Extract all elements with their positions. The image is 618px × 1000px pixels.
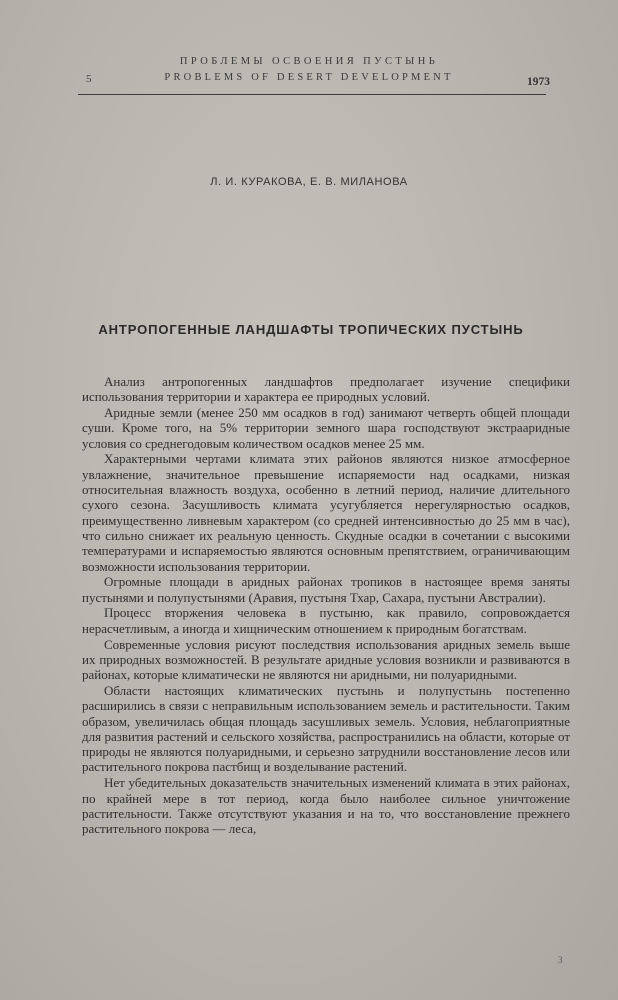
article-title: АНТРОПОГЕННЫЕ ЛАНДШАФТЫ ТРОПИЧЕСКИХ ПУСТЫНЬ: [98, 322, 524, 337]
paragraph: Процесс вторжения человека в пустыню, как правило, сопровождается нерасчетливым, а иногда и хищническим отношением к природным богатствам.: [82, 605, 570, 636]
paragraph: Области настоящих климатических пустынь и полупустынь постепенно расширились в связи с неправильным использованием земель и растительности. Таким образом, увеличилась общая площадь засушливых земель. Условия, неблагоприятные для развития растений и сельского хозяйства, распространились на области, которые от природы не являются полуаридными, и серьезно затруднили восстановление лесов или растительного покрова пастбищ и возделывание растений.: [82, 682, 570, 775]
paragraph: Нет убедительных доказательств значительных изменений климата в этих районах, по крайней мере в тот период, когда было наиболее сильное уничтожение растительности. Также отсутствуют указания и на то, что восстановление прежнего растительного покрова — леса,: [82, 775, 570, 837]
paragraph: Аридные земли (менее 250 мм осадков в год) занимают четверть общей площади суши. Кроме того, на 5% территории земного шара господствуют экстрааридные условия со среднегодовым количеством осадков менее 25 мм.: [82, 405, 570, 451]
journal-title-russian: ПРОБЛЕМЫ ОСВОЕНИЯ ПУСТЫНЬ: [179, 56, 439, 67]
journal-title-english: PROBLEMS OF DESERT DEVELOPMENT: [164, 72, 454, 83]
article-authors: Л. И. КУРАКОВА, Е. В. МИЛАНОВА: [210, 176, 408, 188]
paragraph: Характерными чертами климата этих районов являются низкое атмосферное увлажнение, значительное превышение испаряемости над осадками, низкая относительная влажность воздуха, особенно в летний период, наличие длительного сухого сезона. Засушливость климата усугубляется нерегулярностью осадков, преимущественно ливневым характером (со средней интенсивностью до 25 мм в час), что сильно снижает их реальную ценность. Скудные осадки в сочетании с высокими температурами и испаряемостью являются основным препятствием, ограничивающим возможности использования территории.: [82, 451, 570, 574]
page-mark: 3: [558, 955, 563, 965]
article-body: [82, 374, 570, 837]
paragraph: Современные условия рисуют последствия использования аридных земель выше их природных возможностей. В результате аридные условия возникли и развиваются в районах, которые климатически не являются ни аридными, ни полуаридными.: [82, 636, 570, 683]
paragraph: Анализ антропогенных ландшафтов предполагает изучение специфики использования территории и характера ее природных условий.: [82, 374, 570, 405]
publication-year: 1973: [527, 76, 550, 88]
header-rule: [78, 94, 546, 95]
issue-number: 5: [86, 73, 92, 85]
paragraph: Огромные площади в аридных районах тропиков в настоящее время заняты пустынями и полупустынями (Аравия, пустыня Тхар, Сахара, пустыни Австралии).: [82, 574, 570, 605]
